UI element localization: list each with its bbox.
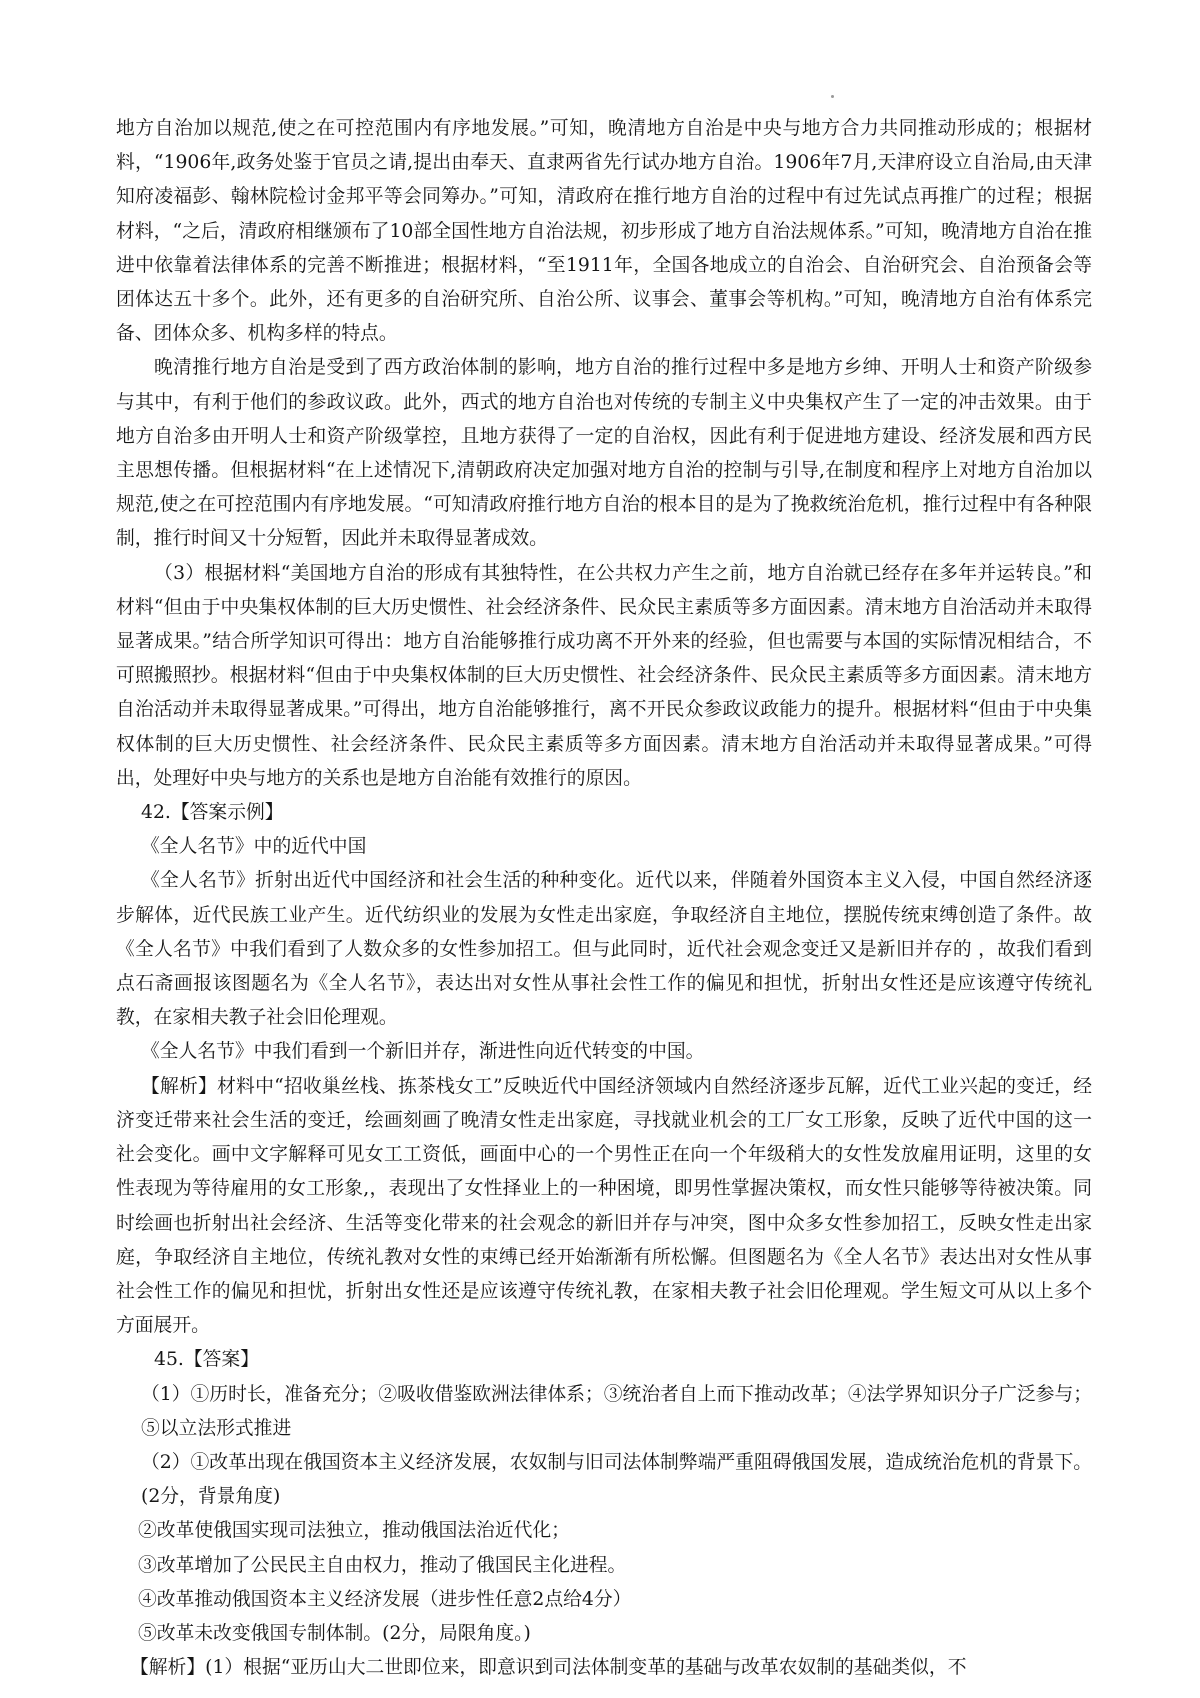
question-45-point-3: ③改革增加了公民民主自由权力，推动了俄国民主化进程。 — [138, 1554, 627, 1576]
question-45-explanation: 【解析】(1）根据“亚历山大二世即位来，即意识到司法体制变革的基础与改革农奴制的基础类似，不 — [130, 1657, 967, 1679]
document-body — [116, 112, 1092, 1685]
question-45-answer-2: （2）①改革出现在俄国资本主义经济发展，农奴制与旧司法体制弊端严重阻碍俄国发展，造成统治危机的背景下。(2分，背景角度) — [141, 1451, 1093, 1508]
essay-conclusion: 《全人名节》中我们看到一个新旧并存，渐进性向近代转变的中国。 — [141, 1041, 705, 1063]
question-45-point-4: ④改革推动俄国资本主义经济发展（进步性任意2点给4分） — [138, 1588, 632, 1610]
paragraph-local-autonomy-analysis: 地方自治加以规范,使之在可控范围内有序地发展。”可知，晚清地方自治是中央与地方合力共同推动形成的；根据材料，“1906年,政务处鉴于官员之请,提出由奉天、直隶两省先行试办地方自治。1906年7月,天津府设立自治局,由天津知府凌福彭、翰林院检讨金邦平等会同筹办。”可知，清政府在推行地方自治的过程中有过先试点再推广的过程；根据材料，“之后，清政府相继颁布了10部全国性地方自治法规，初步形成了地方自治法规体系。”可知，晚清地方自治在推进中依靠着法律体系的完善不断推进；根据材料，“至1911年，全国各地成立的自治会、自治研究会、自治预备会等团体达五十多个。此外，还有更多的自治研究所、自治公所、议事会、董事会等机构。”可知，晚清地方自治有体系完备、团体众多、机构多样的特点。 — [116, 118, 1092, 345]
question-45-point-5: ⑤改革未改变俄国专制体制。(2分，局限角度。) — [138, 1622, 531, 1644]
scan-speck — [831, 95, 834, 98]
question-42-explanation: 【解析】材料中“招收巢丝栈、拣茶栈女工”反映近代中国经济领域内自然经济逐步瓦解，近代工业兴起的变迁，经济变迁带来社会生活的变迁，绘画刻画了晚清女性走出家庭，寻找就业机会的工厂女工形象，反映了近代中国的这一社会变化。画中文字解释可见女工工资低，画面中心的一个男性正在向一个年级稍大的女性发放雇用证明，这里的女性表现为等待雇用的女工形象,，表现出了女性择业上的一种困境，即男性掌握决策权，而女性只能够等待被决策。同时绘画也折射出社会经济、生活等变化带来的社会观念的新旧并存与冲突，图中众多女性参加招工，反映女性走出家庭，争取经济自主地位，传统礼教对女性的束缚已经开始渐渐有所松懈。但图题名为《全人名节》表达出对女性从事社会性工作的偏见和担忧，折射出女性还是应该遵守传统礼教，在家相夫教子社会旧伦理观。学生短文可从以上多个方面展开。 — [116, 1075, 1092, 1337]
question-45-answer-1: （1）①历时长，准备充分；②吸收借鉴欧洲法律体系；③统治者自上而下推动改革；④法学界知识分子广泛参与；⑤以立法形式推进 — [141, 1383, 1093, 1439]
question-45-heading: 45.【答案】 — [154, 1349, 259, 1371]
question-42-heading: 42.【答案示例】 — [141, 802, 284, 824]
paragraph-answer-3: （3）根据材料“美国地方自治的形成有其独特性，在公共权力产生之前，地方自治就已经存在多年并运转良。”和材料“但由于中央集权体制的巨大历史惯性、社会经济条件、民众民主素质等多方面因素。清末地方自治活动并未取得显著成果。”结合所学知识可得出：地方自治能够推行成功离不开外来的经验，但也需要与本国的实际情况相结合，不可照搬照抄。根据材料“但由于中央集权体制的巨大历史惯性、社会经济条件、民众民主素质等多方面因素。清末地方自治活动并未取得显著成果。”可得出，地方自治能够推行，离不开民众参政议政能力的提升。根据材料“但由于中央集权体制的巨大历史惯性、社会经济条件、民众民主素质等多方面因素。清末地方自治活动并未取得显著成果。”可得出，处理好中央与地方的关系也是地方自治能有效推行的原因。 — [116, 562, 1092, 789]
essay-body: 《全人名节》折射出近代中国经济和社会生活的种种变化。近代以来，伴随着外国资本主义入侵，中国自然经济逐步解体，近代民族工业产生。近代纺织业的发展为女性走出家庭，争取经济自主地位，摆脱传统束缚创造了条件。故《全人名节》中我们看到了人数众多的女性参加招工。但与此同时，近代社会观念变迁又是新旧并存的 ，故我们看到点石斋画报该图题名为《全人名节》，表达出对女性从事社会性工作的偏见和担忧，折射出女性还是应该遵守传统礼教，在家相夫教子社会旧伦理观。 — [116, 870, 1092, 1029]
paragraph-western-influence: 晚清推行地方自治是受到了西方政治体制的影响，地方自治的推行过程中多是地方乡绅、开明人士和资产阶级参与其中，有利于他们的参政议政。此外，西式的地方自治也对传统的专制主义中央集权产生了一定的冲击效果。由于地方自治多由开明人士和资产阶级掌控，且地方获得了一定的自治权，因此有利于促进地方建设、经济发展和西方民主思想传播。但根据材料“在上述情况下,清朝政府决定加强对地方自治的控制与引导,在制度和程序上对地方自治加以规范,使之在可控范围内有序地发展。“可知清政府推行地方自治的根本目的是为了挽救统治危机，推行过程中有各种限制，推行时间又十分短暂，因此并未取得显著成效。 — [116, 357, 1092, 550]
question-45-point-2: ②改革使俄国实现司法独立，推动俄国法治近代化； — [138, 1520, 570, 1542]
essay-title: 《全人名节》中的近代中国 — [141, 836, 367, 858]
